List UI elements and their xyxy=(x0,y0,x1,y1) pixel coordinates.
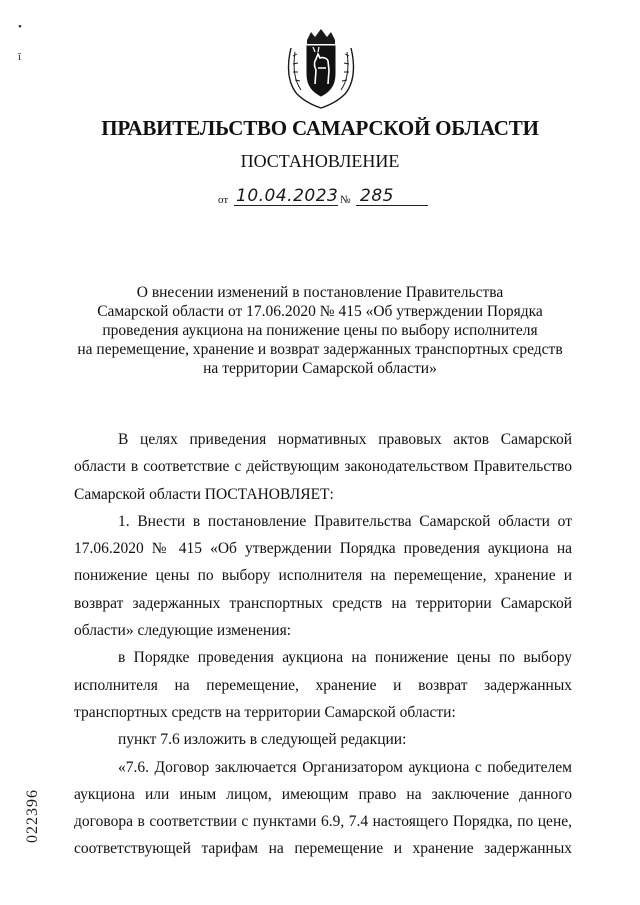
corner-marks: • ĭ xyxy=(18,21,22,63)
samara-coat-of-arms-icon xyxy=(285,28,357,110)
document-type: ПОСТАНОВЛЕНИЕ xyxy=(240,151,400,171)
preamble-paragraph: В целях приведения нормативных правовых актов Самарской области в соответствие с действующим законодательством Правительство Самарской области ПОСТАНОВЛЯЕТ: xyxy=(74,431,572,503)
document-subject xyxy=(60,283,580,378)
number-handwritten: 285 xyxy=(360,186,394,206)
document-body xyxy=(74,426,572,863)
subject-line: на перемещение, хранение и возврат задержанных транспортных средств xyxy=(77,341,563,358)
subject-line: О внесении изменений в постановление Правительства xyxy=(136,284,504,301)
subject-line: проведения аукциона на понижение цены по выбору исполнителя xyxy=(102,322,538,339)
item-1-paragraph: 1. Внести в постановление Правительства Самарской области от 17.06.2020 № 415 «Об утверждении Порядка проведения аукциона на понижение цены по выбору исполнителя на перемещение, хранение и возврат задержанных транспортных средств на территории Самарской области» следующие изменения: xyxy=(74,512,572,640)
date-prefix: от xyxy=(218,194,229,206)
subject-line: Самарской области от 17.06.2020 № 415 «Об утверждении Порядка xyxy=(97,303,543,320)
point-7-6-paragraph: «7.6. Договор заключается Организатором аукциона с победителем аукциона или иным лицом, имеющим право на заключение данного договора в соответствии с пунктами 6.9, 7.4 настоящего Порядка, по цене, соответствующей тарифам на перемещение и хранение задержанных xyxy=(74,758,572,858)
number-prefix: № xyxy=(340,194,351,206)
date-number-line xyxy=(218,182,438,208)
government-name: ПРАВИТЕЛЬСТВО САМАРСКОЙ ОБЛАСТИ xyxy=(101,116,539,140)
order-intro-paragraph: в Порядке проведения аукциона на понижение цены по выбору исполнителя на перемещение, хранение и возврат задержанных транспортных средств на территории Самарской области: xyxy=(74,649,572,721)
margin-serial-number: 022396 xyxy=(24,789,41,843)
subject-line: на территории Самарской области» xyxy=(203,360,437,377)
date-handwritten: 10.04.2023 xyxy=(236,186,339,206)
point-intro-paragraph: пункт 7.6 изложить в следующей редакции: xyxy=(118,731,407,749)
